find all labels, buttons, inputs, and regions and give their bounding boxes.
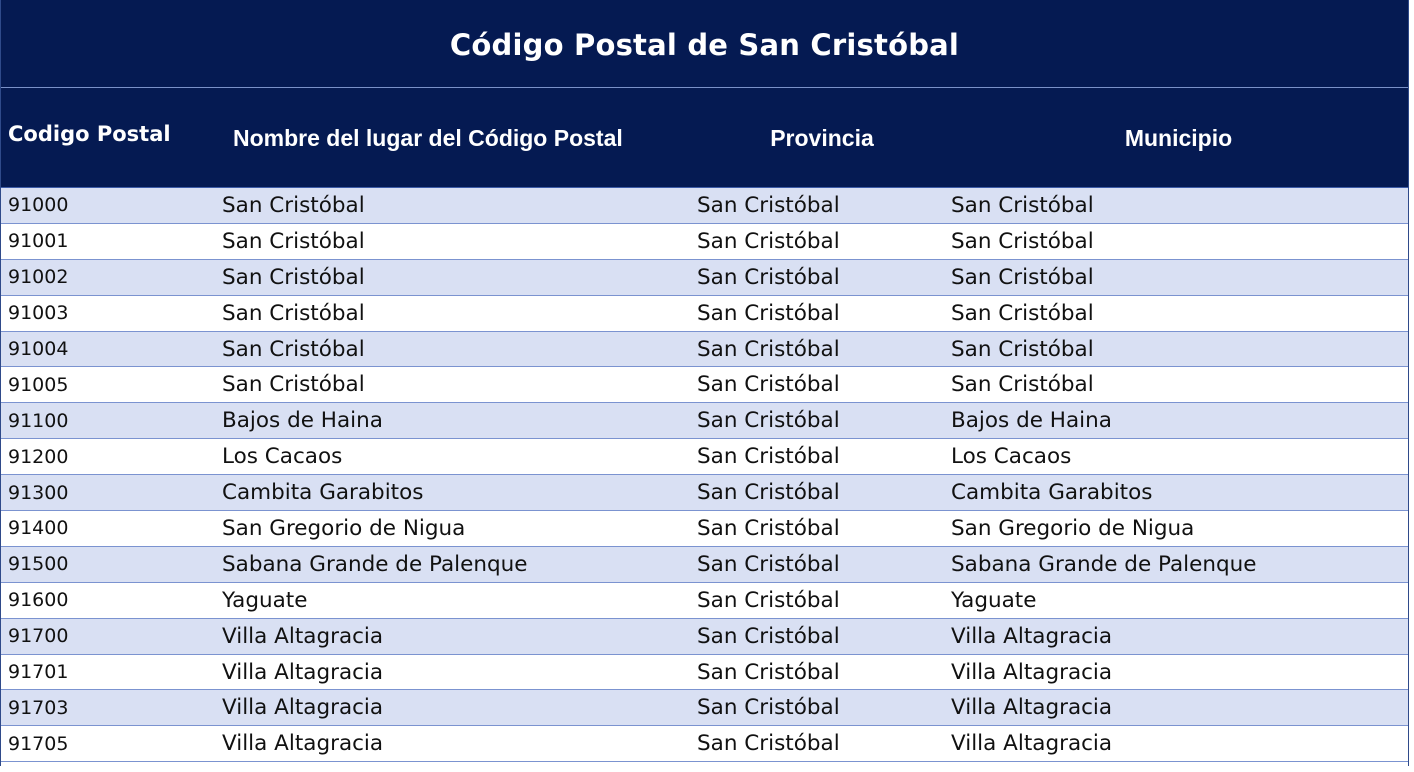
header-provincia: Provincia: [770, 124, 874, 151]
cell-codigo: 91001: [8, 230, 69, 253]
cell-codigo: 91500: [8, 553, 69, 576]
cell-municipio: San Cristóbal: [951, 372, 1094, 398]
cell-municipio: San Cristóbal: [951, 192, 1094, 218]
cell-nombre: San Cristóbal: [222, 228, 365, 254]
cell-municipio: Villa Altagracia: [951, 659, 1113, 685]
cell-codigo: 91000: [8, 194, 69, 217]
cell-municipio: Yaguate: [951, 587, 1037, 613]
table-row: [1, 475, 1408, 511]
cell-nombre: San Cristóbal: [222, 300, 365, 326]
cell-provincia: San Cristóbal: [697, 623, 840, 649]
cell-codigo: 91400: [8, 517, 69, 540]
table-row: [1, 367, 1408, 403]
table-row: [1, 655, 1408, 691]
cell-municipio: San Cristóbal: [951, 300, 1094, 326]
cell-nombre: Villa Altagracia: [222, 695, 384, 721]
cell-nombre: Villa Altagracia: [222, 623, 384, 649]
table-row: [1, 583, 1408, 619]
cell-nombre: San Cristóbal: [222, 264, 365, 290]
cell-provincia: San Cristóbal: [697, 300, 840, 326]
table-row: [1, 690, 1408, 726]
cell-provincia: San Cristóbal: [697, 444, 840, 470]
cell-nombre: San Gregorio de Nigua: [222, 515, 466, 541]
cell-provincia: San Cristóbal: [697, 695, 840, 721]
cell-codigo: 91705: [8, 732, 69, 755]
cell-provincia: San Cristóbal: [697, 480, 840, 506]
table-bottom-edge: [1, 762, 1408, 772]
header-nombre-lugar: Nombre del lugar del Código Postal: [233, 124, 623, 151]
cell-provincia: San Cristóbal: [697, 587, 840, 613]
table-row: [1, 511, 1408, 547]
cell-municipio: Sabana Grande de Palenque: [951, 551, 1257, 577]
cell-codigo: 91300: [8, 481, 69, 504]
table-row: [1, 547, 1408, 583]
cell-nombre: San Cristóbal: [222, 372, 365, 398]
cell-provincia: San Cristóbal: [697, 551, 840, 577]
header-municipio: Municipio: [1124, 124, 1233, 151]
table-row: [1, 403, 1408, 439]
cell-nombre: San Cristóbal: [222, 336, 365, 362]
table-row: [1, 224, 1408, 260]
table-row: [1, 296, 1408, 332]
cell-codigo: 91600: [8, 589, 69, 612]
cell-municipio: Villa Altagracia: [951, 695, 1113, 721]
cell-nombre: Los Cacaos: [222, 444, 343, 470]
cell-nombre: Villa Altagracia: [222, 731, 384, 757]
cell-municipio: San Cristóbal: [951, 264, 1094, 290]
cell-municipio: Villa Altagracia: [951, 623, 1113, 649]
cell-codigo: 91005: [8, 373, 69, 396]
cell-codigo: 91003: [8, 302, 69, 325]
table-row: [1, 332, 1408, 368]
cell-municipio: Bajos de Haina: [951, 408, 1112, 434]
table-row: [1, 619, 1408, 655]
cell-provincia: San Cristóbal: [697, 264, 840, 290]
cell-nombre: Sabana Grande de Palenque: [222, 551, 528, 577]
cell-provincia: San Cristóbal: [697, 515, 840, 541]
cell-provincia: San Cristóbal: [697, 336, 840, 362]
cell-codigo: 91002: [8, 266, 69, 289]
header-row: [1, 88, 1408, 188]
cell-municipio: Villa Altagracia: [951, 731, 1113, 757]
cell-provincia: San Cristóbal: [697, 192, 840, 218]
cell-provincia: San Cristóbal: [697, 372, 840, 398]
cell-municipio: San Cristóbal: [951, 228, 1094, 254]
header-codigo-postal: Codigo Postal: [8, 122, 171, 146]
cell-municipio: Los Cacaos: [951, 444, 1072, 470]
title-bar: [1, 0, 1408, 88]
cell-codigo: 91100: [8, 409, 69, 432]
cell-municipio: San Cristóbal: [951, 336, 1094, 362]
cell-provincia: San Cristóbal: [697, 408, 840, 434]
table-body: [1, 188, 1408, 762]
cell-provincia: San Cristóbal: [697, 731, 840, 757]
table-title: Código Postal de San Cristóbal: [449, 27, 960, 62]
cell-provincia: San Cristóbal: [697, 659, 840, 685]
cell-nombre: San Cristóbal: [222, 192, 365, 218]
table-row: [1, 188, 1408, 224]
cell-codigo: 91200: [8, 445, 69, 468]
cell-codigo: 91700: [8, 625, 69, 648]
table-row: [1, 439, 1408, 475]
cell-codigo: 91004: [8, 338, 69, 360]
cell-nombre: Villa Altagracia: [222, 659, 384, 685]
table-row: [1, 260, 1408, 296]
cell-nombre: Yaguate: [222, 587, 308, 613]
cell-codigo: 91703: [8, 696, 69, 719]
cell-municipio: Cambita Garabitos: [951, 480, 1153, 506]
table-row: [1, 726, 1408, 762]
cell-codigo: 91701: [8, 661, 69, 684]
cell-nombre: Bajos de Haina: [222, 408, 383, 434]
cell-municipio: San Gregorio de Nigua: [951, 515, 1195, 541]
cell-provincia: San Cristóbal: [697, 228, 840, 254]
cell-nombre: Cambita Garabitos: [222, 480, 424, 506]
